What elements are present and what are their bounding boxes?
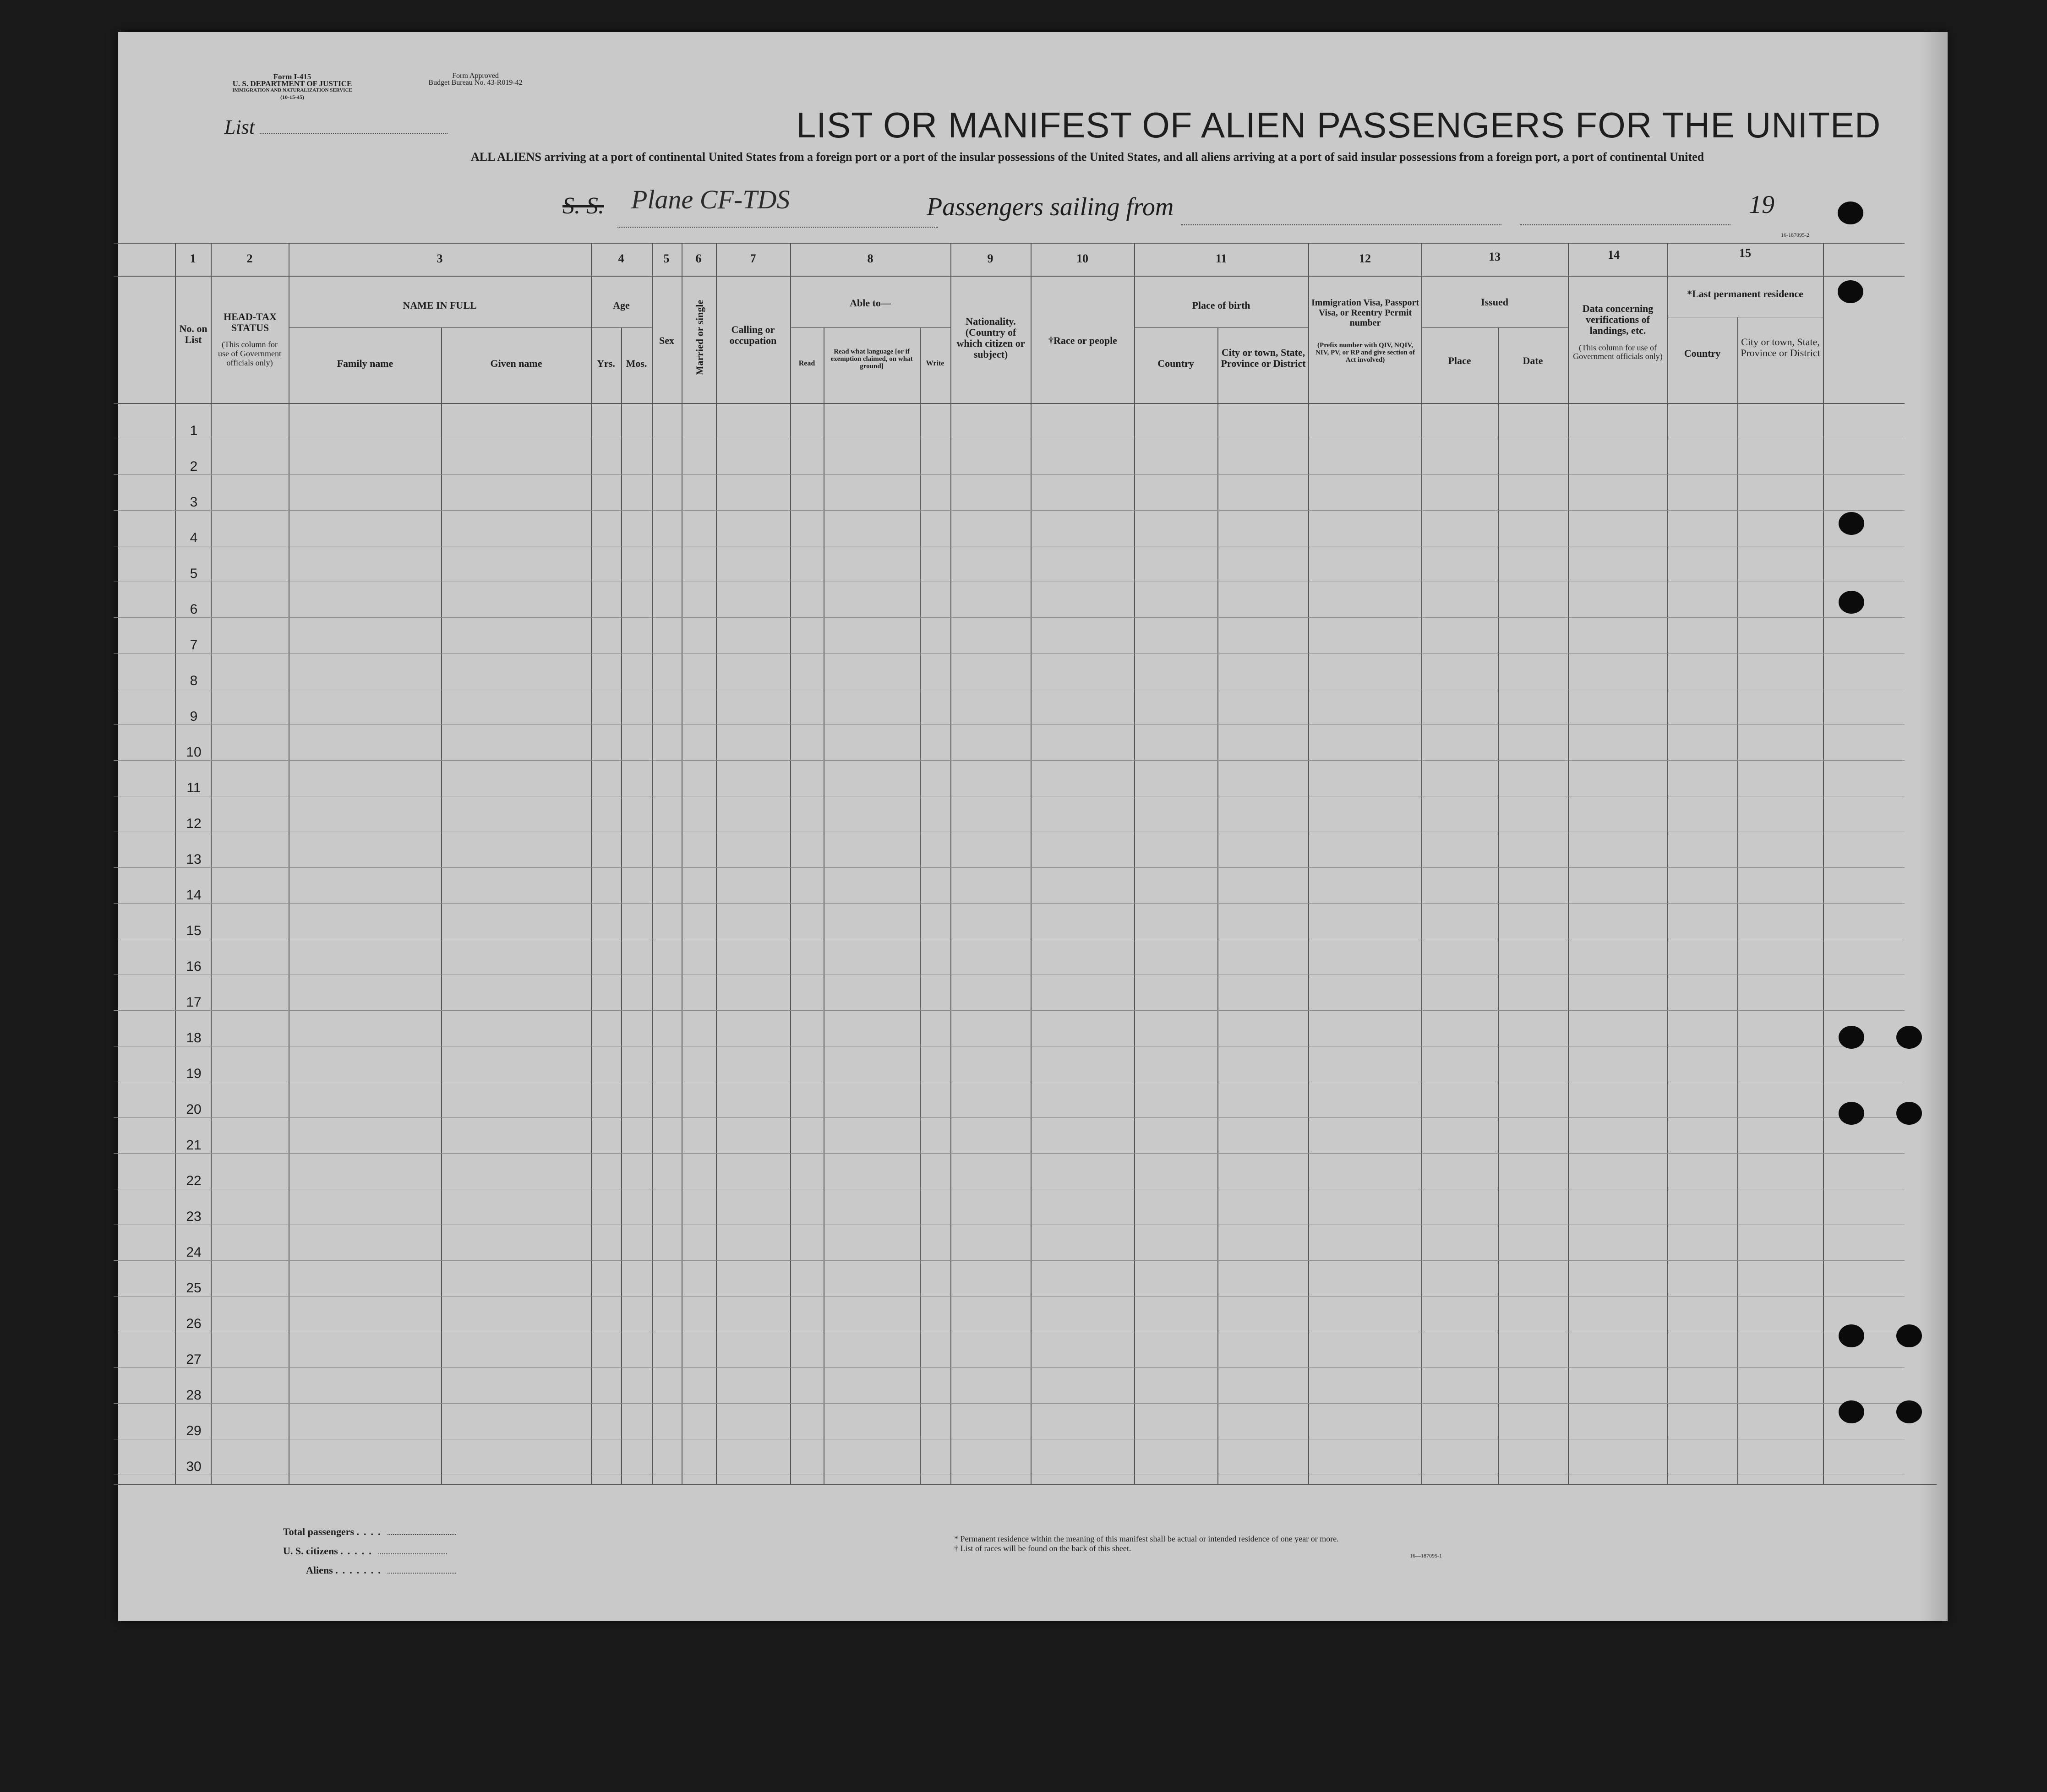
- col-number-7: 7: [750, 252, 756, 265]
- binder-hole: [1839, 591, 1864, 614]
- header-race: †Race or people: [1048, 335, 1117, 346]
- header-married-single: Married or single: [694, 300, 705, 376]
- total-passengers-row: Total passengers ....: [283, 1526, 456, 1545]
- header-nationality: Nationality. (Country of which citizen or subject): [956, 316, 1025, 360]
- row-line: [114, 1403, 1905, 1404]
- col-divider-13: [1421, 243, 1422, 1484]
- row-number: 2: [190, 459, 198, 474]
- col-divider-3b: [441, 327, 442, 1484]
- header-read: Read: [798, 359, 815, 367]
- department-name: U. S. DEPARTMENT OF JUSTICE: [232, 79, 352, 88]
- binder-hole: [1839, 1324, 1864, 1347]
- col-divider-9: [950, 243, 951, 1484]
- issued-subheader-line: [1421, 327, 1568, 328]
- col-divider-8c: [920, 327, 921, 1484]
- row-number: 17: [186, 995, 202, 1010]
- form-number: Form I-415: [273, 72, 311, 81]
- row-number: 10: [186, 745, 202, 760]
- col-divider-8: [790, 243, 791, 1484]
- header-given-name: Given name: [490, 358, 542, 369]
- header-family-name: Family name: [337, 358, 393, 369]
- row-number: 11: [186, 780, 201, 795]
- row-line: [114, 1153, 1905, 1154]
- header-last-residence: *Last permanent residence: [1687, 288, 1803, 300]
- col-divider-7: [716, 243, 717, 1484]
- approval-line-1: Form Approved: [452, 72, 499, 80]
- year-label: 19: [1749, 191, 1774, 219]
- header-no-on-list: No. on List: [179, 323, 207, 345]
- header-issued: Issued: [1481, 296, 1508, 308]
- header-birth-city: City or town, State, Province or District: [1221, 347, 1306, 369]
- header-verification-note: (This column for use of Government officials only): [1573, 343, 1663, 361]
- row-number: 6: [190, 602, 198, 617]
- row-number: 16: [186, 959, 202, 974]
- page-title: LIST OR MANIFEST OF ALIEN PASSENGERS FOR THE UNITED: [796, 105, 1881, 145]
- footnote-races: † List of races will be found on the back of this sheet.: [954, 1544, 1131, 1553]
- aliens-row: Aliens .......: [283, 1564, 456, 1584]
- us-citizens-label: U. S. citizens: [283, 1545, 338, 1557]
- print-code-top: 16-187095-2: [1781, 232, 1809, 238]
- col-divider-10: [1031, 243, 1032, 1484]
- col-number-5: 5: [663, 252, 670, 265]
- header-head-tax-note: (This column for use of Government officials only): [218, 340, 281, 367]
- col-divider-4: [591, 243, 592, 1484]
- row-line: [114, 510, 1905, 511]
- row-number: 8: [190, 673, 198, 688]
- header-residence-city: City or town, State, Province or District: [1741, 336, 1820, 359]
- list-label: List: [224, 115, 448, 139]
- binder-hole: [1839, 1400, 1864, 1423]
- col-number-12: 12: [1359, 252, 1371, 265]
- row-line: [114, 1117, 1905, 1118]
- header-age-yrs: Yrs.: [597, 358, 615, 369]
- row-number: 9: [190, 709, 198, 724]
- row-line: [114, 903, 1905, 904]
- col-divider-15: [1667, 243, 1668, 1484]
- page-subtitle: ALL ALIENS arriving at a port of continental United States from a foreign port or a port of the insular possessions of the United States, and all aliens arriving at a port of said insular possessions from a foreign port, a port of continental United: [471, 150, 1704, 163]
- row-line: [114, 760, 1905, 761]
- header-issued-date: Date: [1523, 355, 1543, 366]
- sailing-date-line: [1520, 224, 1730, 225]
- row-line: [114, 653, 1905, 654]
- col-number-10: 10: [1076, 252, 1088, 265]
- row-line: [114, 1010, 1905, 1011]
- row-number: 1: [190, 423, 198, 438]
- header-visa-number: Immigration Visa, Passport Visa, or Reentry Permit number: [1311, 298, 1419, 328]
- header-age: Age: [613, 300, 630, 311]
- row-number: 29: [186, 1423, 202, 1438]
- row-number: 15: [186, 923, 202, 938]
- row-number: 3: [190, 495, 198, 510]
- binder-hole: [1839, 1026, 1864, 1049]
- header-age-mos: Mos.: [626, 358, 647, 369]
- row-number: 19: [186, 1066, 202, 1081]
- col-divider-13b: [1498, 327, 1499, 1484]
- col-number-15: 15: [1739, 246, 1751, 260]
- col-number-4: 4: [618, 252, 624, 265]
- us-citizens-line[interactable]: [378, 1553, 447, 1554]
- col-divider-15b: [1737, 317, 1738, 1484]
- print-code-bottom: 16—187095-1: [1410, 1552, 1442, 1559]
- row-number: 24: [186, 1245, 202, 1260]
- binder-hole: [1839, 1102, 1864, 1125]
- footer-notes: [954, 1534, 1339, 1553]
- col-number-1: 1: [190, 252, 196, 265]
- row-line: [114, 474, 1905, 475]
- binder-hole: [1838, 202, 1863, 224]
- header-birth-country: Country: [1157, 358, 1194, 369]
- row-number: 13: [186, 852, 202, 867]
- header-sex: Sex: [659, 335, 674, 346]
- row-number: 23: [186, 1209, 202, 1224]
- row-number: 25: [186, 1280, 202, 1296]
- header-calling-occupation: Calling or occupation: [729, 324, 777, 346]
- row-line: [114, 1367, 1905, 1368]
- header-issued-place: Place: [1448, 355, 1471, 366]
- sailing-from-line: [1181, 224, 1501, 225]
- row-number: 5: [190, 566, 198, 581]
- col-divider-16: [1823, 243, 1824, 1484]
- total-passengers-label: Total passengers: [283, 1526, 355, 1537]
- row-line: [114, 724, 1905, 725]
- header-place-of-birth: Place of birth: [1192, 300, 1250, 311]
- column-number-divider: [114, 276, 1905, 277]
- ss-label: S. S.: [562, 193, 604, 219]
- row-number: 26: [186, 1316, 202, 1331]
- aliens-label: Aliens: [306, 1564, 333, 1576]
- row-line: [114, 1260, 1905, 1261]
- binder-hole: [1896, 1400, 1922, 1423]
- approval-block: [393, 72, 558, 86]
- col-divider-12: [1308, 243, 1309, 1484]
- form-id-block: [214, 73, 370, 101]
- binder-hole: [1838, 280, 1863, 303]
- header-write: Write: [926, 359, 944, 367]
- col-divider-1: [175, 243, 176, 1484]
- row-number: 12: [186, 816, 202, 831]
- col-number-9: 9: [987, 252, 993, 265]
- header-residence-country: Country: [1684, 348, 1721, 359]
- binder-hole: [1896, 1102, 1922, 1125]
- row-line: [114, 617, 1905, 618]
- col-divider-4b: [621, 327, 622, 1484]
- row-number: 28: [186, 1388, 202, 1403]
- row-number: 4: [190, 530, 198, 545]
- header-name-in-full: NAME IN FULL: [403, 300, 477, 311]
- row-number: 7: [190, 637, 198, 653]
- row-line: [114, 867, 1905, 868]
- row-number: 27: [186, 1352, 202, 1367]
- name-subheader-line: [289, 327, 591, 328]
- col-divider-2: [211, 243, 212, 1484]
- us-citizens-row: U. S. citizens .....: [283, 1545, 456, 1564]
- col-number-13: 13: [1489, 250, 1501, 263]
- col-divider-11: [1134, 243, 1135, 1484]
- row-number: 21: [186, 1138, 202, 1153]
- row-number: 20: [186, 1102, 202, 1117]
- binder-hole: [1839, 512, 1864, 535]
- total-passengers-line[interactable]: [388, 1534, 456, 1535]
- row-number: 14: [186, 888, 202, 903]
- able-subheader-line: [790, 327, 950, 328]
- col-divider-5: [652, 243, 653, 1484]
- col-number-2: 2: [246, 252, 253, 265]
- vessel-name-handwritten: Plane CF-TDS: [631, 185, 790, 214]
- header-visa-note: (Prefix number with QIV, NQIV, NIV, PV, or RP and give section of Act involved): [1315, 342, 1415, 364]
- row-number: 22: [186, 1173, 202, 1188]
- service-name: IMMIGRATION AND NATURALIZATION SERVICE: [232, 87, 352, 93]
- table-top-line: [114, 243, 1905, 244]
- header-read-language: Read what language [or if exemption claimed, on what ground]: [830, 348, 913, 370]
- header-head-tax: HEAD-TAX STATUS: [224, 311, 277, 333]
- binder-hole: [1896, 1324, 1922, 1347]
- binder-hole: [1896, 1026, 1922, 1049]
- header-bottom-line: [114, 403, 1905, 404]
- footer-totals: [283, 1526, 456, 1584]
- col-number-3: 3: [437, 252, 443, 265]
- header-able-to: Able to—: [850, 297, 891, 309]
- sailing-label: Passengers sailing from: [927, 193, 1174, 221]
- col-number-8: 8: [867, 252, 873, 265]
- footnote-residence: * Permanent residence within the meaning of this manifest shall be actual or intended residence of one year or more.: [954, 1534, 1339, 1543]
- form-date: (10-15-45): [280, 94, 304, 100]
- vessel-line: [617, 227, 938, 228]
- col-number-6: 6: [695, 252, 702, 265]
- row-number: 18: [186, 1030, 202, 1046]
- col-number-14: 14: [1608, 248, 1620, 261]
- row-number: 30: [186, 1459, 202, 1474]
- manifest-sheet: [118, 32, 1948, 1621]
- birth-subheader-line: [1134, 327, 1308, 328]
- aliens-line[interactable]: [388, 1573, 456, 1574]
- col-divider-14: [1568, 243, 1569, 1484]
- list-number-line: [260, 133, 448, 134]
- approval-line-2: Budget Bureau No. 43-R019-42: [428, 79, 523, 87]
- header-verification-data: Data concerning verifications of landings, etc.: [1582, 303, 1654, 336]
- col-divider-11b: [1217, 327, 1218, 1484]
- table-bottom-line: [114, 1484, 1937, 1485]
- col-number-11: 11: [1215, 252, 1227, 265]
